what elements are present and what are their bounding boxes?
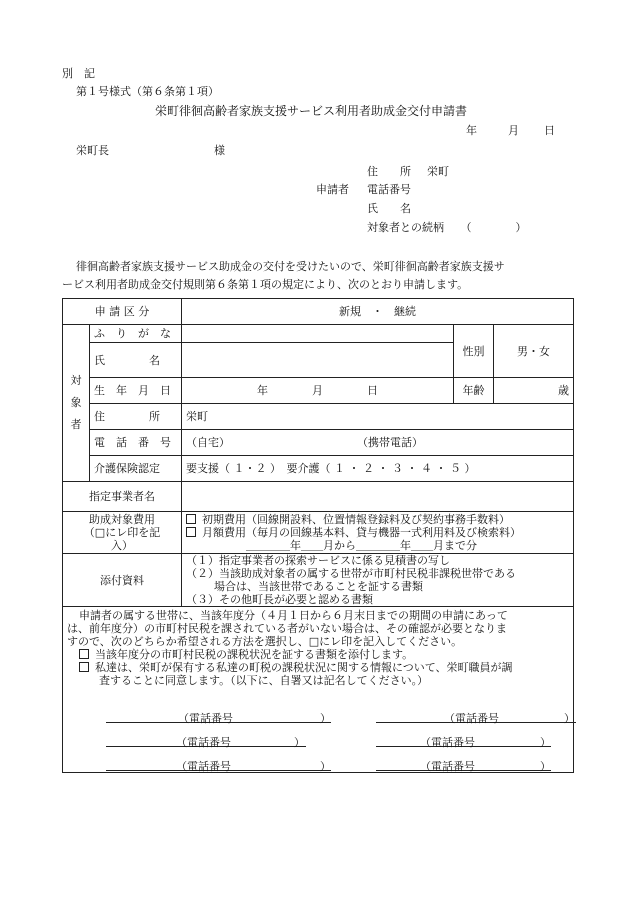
sig-close-3: ）	[294, 736, 305, 749]
attach-item-2: （２）当該助成対象者の属する世帯が市町村民税非課税世帯である	[186, 567, 516, 580]
consent-cell	[63, 607, 574, 773]
subject-char-2: 象	[70, 396, 82, 409]
cost-option-monthly[interactable]	[186, 526, 569, 539]
subject-phone-field[interactable]	[182, 430, 574, 456]
checkbox-monthly[interactable]	[186, 527, 196, 537]
applicant-relation-label: 対象者との続柄 （ ）	[367, 221, 527, 234]
application-form-table	[62, 298, 574, 773]
applicant-role-label: 申請者	[316, 183, 349, 196]
sig-close-2: ）	[564, 712, 575, 725]
checkbox-consent-1[interactable]	[79, 649, 89, 659]
consent-option-2-label: 私達は、栄町が保有する私達の町税の課税状況に関する情報について、栄町職員が調	[95, 661, 513, 674]
attach-item-3: （３）その他町長が必要と認める書類	[186, 593, 373, 606]
checkbox-initial[interactable]	[186, 514, 196, 524]
consent-line-2: は、前年度分）の市町村民税を課されている者がいない場合は、その確認が必要となりま	[67, 622, 507, 635]
attach-list-cell	[182, 554, 574, 607]
applicant-phone-label: 電話番号	[367, 183, 411, 196]
care-value[interactable]: 要支援（ １・２ ） 要介護（ １ ・ ２ ・ ３ ・ ４ ・ ５ ）	[182, 456, 574, 482]
date-month: 月	[508, 124, 519, 137]
consent-line-3: すので、次のどちらか希望される方法を選択し、□にレ印を記入してください。	[67, 635, 463, 648]
applicant-address-label: 住 所	[367, 165, 411, 178]
sig-phone-6: （電話番号	[420, 760, 475, 773]
gender-value[interactable]: 男・女	[494, 325, 574, 378]
furigana-field[interactable]	[182, 325, 454, 343]
cost-period[interactable]: ＿＿＿＿年＿＿月から＿＿＿＿年＿＿月まで分	[246, 539, 477, 552]
page-title: 栄町徘徊高齢者家族支援サービス利用者助成金交付申請書	[155, 104, 468, 118]
sig-close-5: ）	[320, 760, 331, 773]
sig-phone-1: （電話番号	[178, 712, 233, 725]
attach-item-1: （１）指定事業者の探索サービスに係る見積書の写し	[186, 554, 450, 567]
subject-name-label: 氏 名	[90, 343, 182, 378]
addressee-honorific: 様	[214, 144, 225, 157]
date-year: 年	[466, 124, 477, 137]
sig-phone-4: （電話番号	[420, 736, 475, 749]
cost-note-1: （□にレ印を記	[83, 526, 161, 539]
intro-line-2: ービス利用者助成金交付規則第６条第１項の規定により、次のとおり申請します。	[62, 278, 469, 291]
subject-char-3: 者	[70, 418, 82, 431]
category-label: 申 請 区 分	[63, 299, 182, 325]
consent-option-1-label: 当該年度分の市町村民税の課税状況を証する書類を添付します。	[95, 648, 414, 661]
sig-close-6: ）	[540, 760, 551, 773]
attach-label: 添付資料	[63, 554, 182, 607]
phone-home-label: （自宅）	[186, 436, 230, 449]
cost-option-initial[interactable]	[186, 513, 569, 526]
subject-label-cell	[63, 325, 90, 482]
birth-value[interactable]: 年 月 日	[182, 378, 454, 404]
form-number: 第１号様式（第６条第１項）	[76, 85, 219, 98]
sig-close-4: ）	[540, 736, 551, 749]
applicant-address-value: 栄町	[427, 165, 449, 178]
phone-mobile-label: （携帯電話）	[357, 436, 423, 449]
subject-phone-label: 電 話 番 号	[90, 430, 182, 456]
category-value[interactable]: 新規 ・ 継続	[182, 299, 574, 325]
provider-field[interactable]	[182, 482, 574, 512]
cost-label-cell	[63, 512, 182, 554]
sig-phone-5: （電話番号	[176, 760, 231, 773]
subject-address-value[interactable]: 栄町	[182, 404, 574, 430]
furigana-label: ふ り が な	[90, 325, 182, 343]
consent-option-2[interactable]	[67, 661, 569, 674]
provider-label: 指定事業者名	[63, 482, 182, 512]
cost-option-monthly-label: 月額費用（毎月の回線基本料、貸与機器一式利用料及び検索料）	[202, 526, 521, 539]
appendix-label: 別 記	[62, 67, 95, 80]
age-unit[interactable]: 歳	[494, 378, 574, 404]
addressee: 栄町長	[76, 144, 109, 157]
gender-label: 性別	[454, 325, 494, 378]
consent-option-2b: 査することに同意します。（以下に、自署又は記名してください。）	[99, 674, 429, 687]
attach-item-2b: 場合は、当該世帯であることを証する書類	[214, 580, 423, 593]
checkbox-consent-2[interactable]	[79, 662, 89, 672]
applicant-name-label: 氏 名	[367, 202, 411, 215]
subject-char-1: 対	[70, 374, 82, 387]
sig-phone-3: （電話番号	[176, 736, 231, 749]
cost-label: 助成対象費用	[89, 513, 155, 526]
cost-option-initial-label: 初期費用（回線開設料、位置情報登録料及び契約事務手数料）	[202, 513, 510, 526]
intro-line-1: 徘徊高齢者家族支援サービス助成金の交付を受けたいので、栄町徘徊高齢者家族支援サ	[76, 260, 505, 273]
care-label: 介護保険認定	[90, 456, 182, 482]
sig-close-1: ）	[320, 712, 331, 725]
date-day: 日	[544, 124, 555, 137]
subject-address-label: 住 所	[90, 404, 182, 430]
cost-options-cell	[182, 512, 574, 554]
birth-label: 生 年 月 日	[90, 378, 182, 404]
consent-option-1[interactable]	[67, 648, 569, 661]
consent-line-1: 申請者の属する世帯に、当該年度分（４月１日から６月末日までの期間の申請にあって	[79, 609, 508, 622]
subject-name-field[interactable]	[182, 343, 454, 378]
age-label: 年齢	[454, 378, 494, 404]
sig-phone-2: （電話番号	[444, 712, 499, 725]
cost-note-2: 入）	[111, 539, 133, 552]
